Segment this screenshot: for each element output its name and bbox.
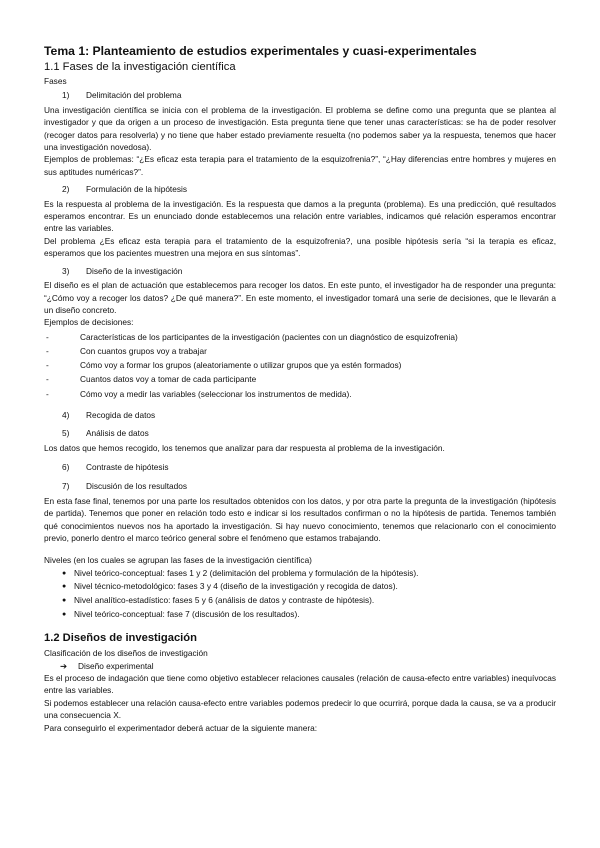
phase-heading-5	[62, 427, 556, 439]
paragraph-experimental-2: Si podemos establecer una relación causa-efecto entre variables podemos predecir lo que ocurrirá, porque dada la causa, se va a producir una consecuencia X.	[44, 697, 556, 721]
paragraph-analysis: Los datos que hemos recogido, los tenemos que analizar para dar respuesta al problema de la investigación.	[44, 442, 445, 453]
level-text: Nivel teórico-conceptual: fases 1 y 2 (delimitación del problema y formulación de la hipótesis).	[74, 567, 419, 578]
decision-text: Características de los participantes de la investigación (pacientes con un diagnóstico de esquizofrenia)	[80, 331, 458, 342]
decision-text: Con cuantos grupos voy a trabajar	[80, 345, 207, 356]
level-item	[44, 594, 556, 608]
dash-marker: -	[46, 360, 49, 371]
phase-number: 1)	[62, 90, 70, 101]
decision-item	[44, 387, 556, 401]
classification-label: Clasificación de los diseños de investigación	[44, 648, 208, 659]
phase-title: Diseño de la investigación	[86, 265, 183, 276]
phase-heading-7	[62, 480, 556, 492]
paragraph-problem-examples: Ejemplos de problemas: “¿Es eficaz esta terapia para el tratamiento de la esquizofrenia?”, “¿Hay diferencias entre hombres y mujeres en sus aptitudes numéricas?”.	[44, 154, 556, 177]
decision-item	[44, 344, 556, 358]
phase-number: 4)	[62, 409, 70, 420]
level-text: Nivel técnico-metodológico: fases 3 y 4 (diseño de la investigación y recogida de datos).	[74, 581, 398, 592]
bullet-icon: ●	[62, 569, 67, 577]
decision-text: Cómo voy a medir las variables (seleccionar los instrumentos de medida).	[80, 388, 352, 399]
design-type-text: Diseño experimental	[78, 660, 154, 671]
phase-title: Análisis de datos	[86, 428, 149, 439]
phase-heading-1	[62, 89, 556, 101]
dash-marker: -	[46, 331, 49, 342]
phase-heading-4	[62, 409, 556, 421]
phase-heading-3	[62, 265, 556, 277]
document-content	[44, 44, 556, 734]
design-type-item	[60, 660, 556, 672]
decision-item	[44, 358, 556, 372]
paragraph-hypothesis: Es la respuesta al problema de la investigación. Es la respuesta que damos a la pregunta (problema). Es una predicción, qué resultados esperamos encontrar. Es un enunciado donde establecemos una relación entre variables, indicamos qué relación esperamos encontrar entre las variables.	[44, 198, 556, 234]
section-heading-1-1: 1.1 Fases de la investigación científica	[44, 61, 236, 73]
bullet-icon: ●	[62, 583, 67, 591]
phase-title: Contraste de hipótesis	[86, 461, 169, 472]
phase-number: 2)	[62, 184, 70, 195]
paragraph-problem: Una investigación científica se inicia con el problema de la investigación. El problema se define como una pregunta que se plantea al investigador y que da origen a un proceso de investigación. Esta pregunta tiene que tener unas características: se ha de poder resolver (recoger datos para resolverla) y no tiene que haber estado previamente resuelta (no podemos saber ya la respuesta, tenemos que hacer una investigación novedosa).	[44, 104, 556, 153]
decision-text: Cuantos datos voy a tomar de cada participante	[80, 374, 257, 385]
paragraph-experimental-3: Para conseguirlo el experimentador deberá actuar de la siguiente manera:	[44, 722, 318, 733]
level-item	[44, 580, 556, 594]
paragraph-hypothesis-example: Del problema ¿Es eficaz esta terapia para el tratamiento de la esquizofrenia?, una posible hipótesis sería “si la terapia es eficaz, esperamos que los pacientes muestren una mejora en sus síntomas”.	[44, 235, 556, 259]
phase-title: Delimitación del problema	[86, 90, 182, 101]
phase-title: Formulación de la hipótesis	[86, 184, 187, 195]
paragraph-design: El diseño es el plan de actuación que establecemos para recoger los datos. En este punto, el investigador ha de responder una pregunta: “¿Cómo voy a recoger los datos? ¿De qué manera?”. En este momento, el investigador tomará una serie de decisiones, que le llevarán a un diseño concreto.	[44, 280, 556, 315]
dash-marker: -	[46, 345, 49, 356]
decision-item	[44, 330, 556, 344]
levels-label: Niveles (en los cuales se agrupan las fases de la investigación científica)	[44, 555, 312, 566]
phase-number: 3)	[62, 265, 70, 276]
dash-marker: -	[46, 374, 49, 385]
decisions-label: Ejemplos de decisiones:	[44, 317, 134, 328]
level-text: Nivel analítico-estadístico: fases 5 y 6 (análisis de datos y contraste de hipótesis).	[74, 594, 375, 605]
arrow-icon: ➔	[60, 660, 67, 671]
dash-marker: -	[46, 388, 49, 399]
section-heading-1-2: 1.2 Diseños de investigación	[44, 632, 197, 645]
phase-number: 5)	[62, 428, 70, 439]
paragraph-experimental-1: Es el proceso de indagación que tiene como objetivo establecer relaciones causales (relación de causa-efecto entre variables) inequívocas entre las variables.	[44, 672, 556, 696]
decision-text: Cómo voy a formar los grupos (aleatoriamente o utilizar grupos que ya estén formados)	[80, 360, 402, 371]
bullet-icon: ●	[62, 610, 67, 618]
document-title: Tema 1: Planteamiento de estudios experimentales y cuasi-experimentales	[44, 44, 477, 58]
phase-number: 6)	[62, 461, 70, 472]
level-text: Nivel teórico-conceptual: fase 7 (discusión de los resultados).	[74, 608, 300, 619]
phases-label: Fases	[44, 76, 67, 86]
phase-heading-2	[62, 183, 556, 195]
phase-title: Recogida de datos	[86, 409, 156, 420]
paragraph-discussion: En esta fase final, tenemos por una parte los resultados obtenidos con los datos, y por otra parte la pregunta de la investigación (hipótesis de partida). Tenemos que poner en relación todo esto e indicar si los resultados confirman o no la hipótesis de partida. Tenemos también qué conocimientos nuevos nos ha aportado la investigación. Si hay nuevo conocimiento, tenemos que relacionarlo con el conocimiento previo, ponerlo dentro el marco teórico general sobre el fenómeno que estamos trabajando.	[44, 495, 556, 543]
decision-item	[44, 372, 556, 386]
phase-title: Discusión de los resultados	[86, 481, 187, 492]
bullet-icon: ●	[62, 596, 67, 604]
level-item	[44, 567, 556, 581]
phase-number: 7)	[62, 481, 70, 492]
level-item	[44, 608, 556, 622]
phase-heading-6	[62, 461, 556, 473]
